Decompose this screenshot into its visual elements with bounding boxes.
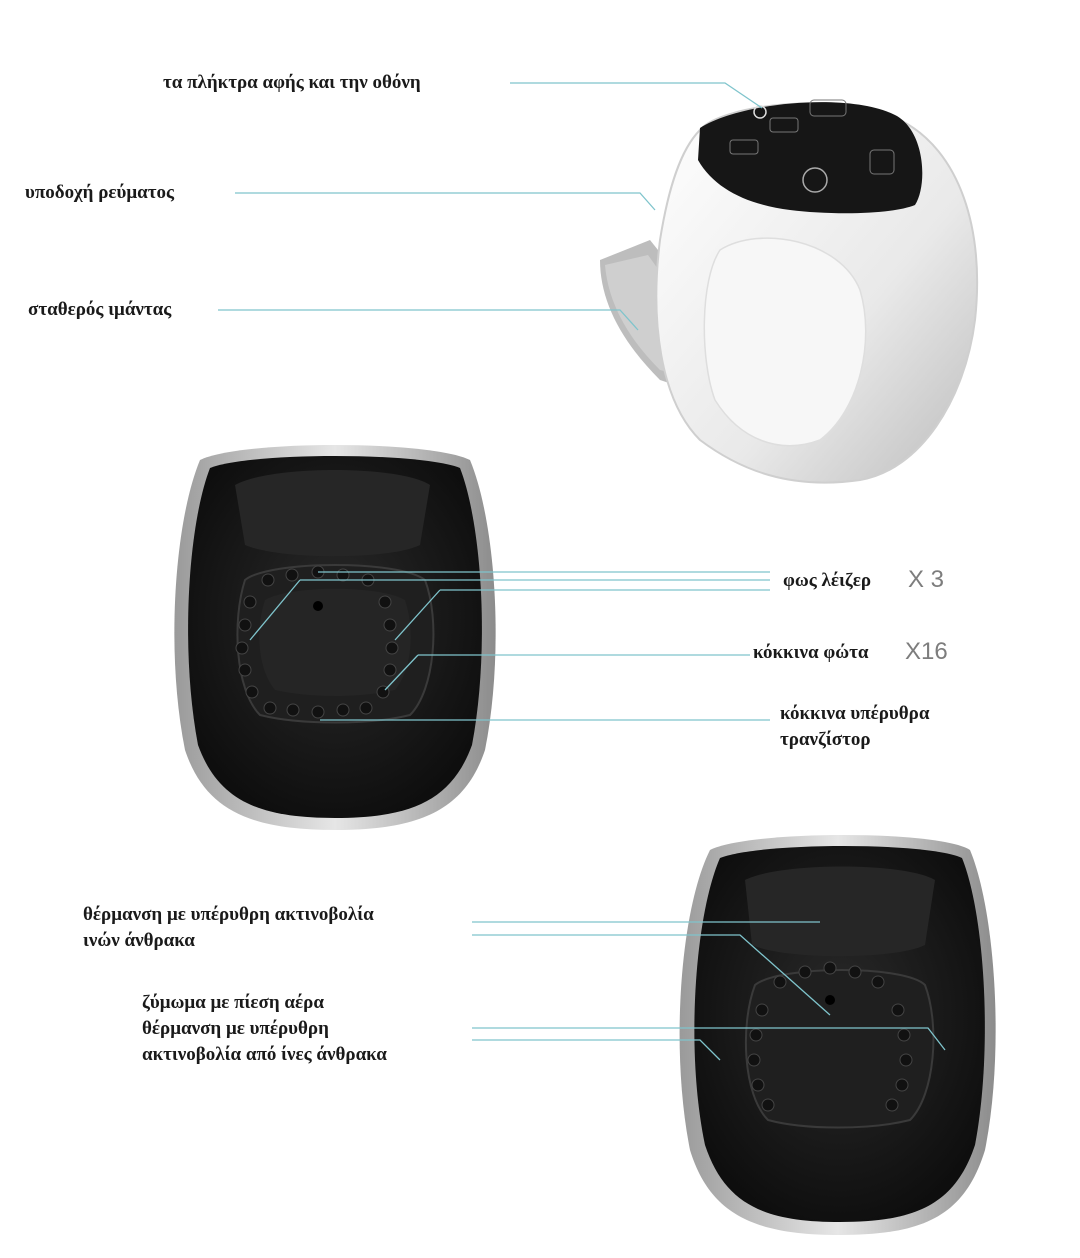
label-touch-keys: τα πλήκτρα αφής και την οθόνη (163, 72, 421, 93)
knee-massager-device-top (600, 100, 977, 483)
label-ir-transistor-1: κόκκινα υπέρυθρα (780, 703, 930, 724)
leader-power-socket (235, 193, 655, 210)
label-air-pressure-3: ακτινοβολία από ίνες άνθρακα (142, 1044, 387, 1065)
laser-count: X 3 (908, 566, 945, 593)
leader-touch-keys (510, 83, 762, 108)
label-carbon-heating-1: θέρμανση με υπέρυθρη ακτινοβολία (83, 904, 374, 925)
label-carbon-heating-2: ινών άνθρακα (83, 930, 195, 951)
knee-massager-interior-middle (174, 445, 495, 830)
label-red-lights: κόκκινα φώτα (753, 642, 869, 663)
label-ir-transistor-2: τρανζίστορ (780, 729, 871, 750)
label-air-pressure-2: θέρμανση με υπέρυθρη (142, 1018, 329, 1039)
label-fixed-strap: σταθερός ιμάντας (28, 299, 172, 320)
red-count: X16 (905, 638, 948, 665)
top-pad (745, 867, 935, 957)
label-air-pressure-1: ζύμωμα με πίεση αέρα (142, 992, 324, 1013)
label-laser-light: φως λέιζερ (783, 570, 871, 591)
knee-massager-interior-bottom (680, 835, 996, 1235)
label-power-socket: υποδοχή ρεύματος (25, 182, 175, 203)
top-pad (235, 470, 430, 556)
shell-panel (704, 238, 865, 446)
leader-fixed-strap (218, 310, 638, 330)
